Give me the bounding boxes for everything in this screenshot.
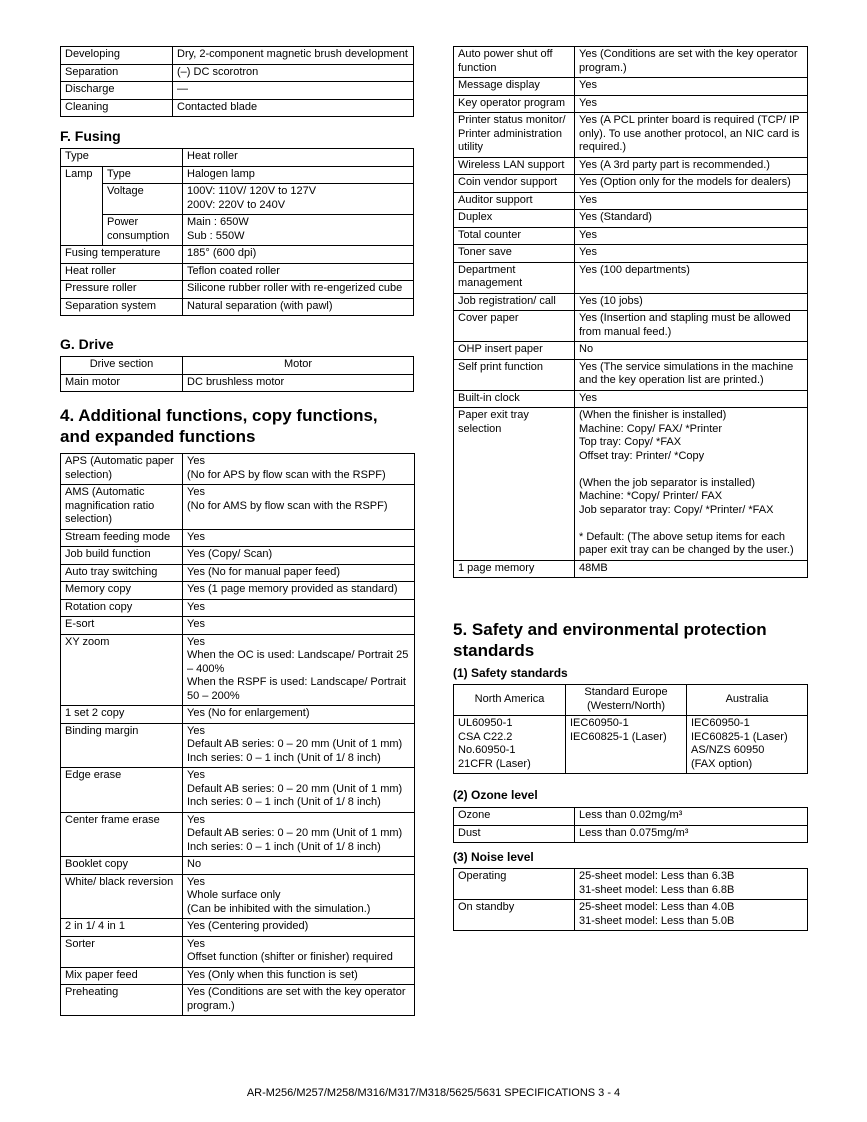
section4-heading: 4. Additional functions, copy functions, and expanded functions xyxy=(60,406,378,446)
row-label: 1 set 2 copy xyxy=(61,706,183,724)
row-label: Paper exit tray selection xyxy=(454,408,575,561)
standby-value: 25-sheet model: Less than 4.0B 31-sheet model: Less than 5.0B xyxy=(575,900,808,931)
row-value: Yes (Centering provided) xyxy=(183,919,415,937)
safety-heading: (1) Safety standards xyxy=(453,666,568,680)
row-label: Message display xyxy=(454,78,575,96)
table-row xyxy=(61,582,415,600)
north-america-header: North America xyxy=(454,685,566,716)
row-label: Sorter xyxy=(61,936,183,967)
row-label: Cleaning xyxy=(61,99,173,117)
row-label: Edge erase xyxy=(61,768,183,813)
row-value: Yes (No for AMS by flow scan with the RSPF) xyxy=(183,485,415,530)
table-row xyxy=(61,723,415,768)
row-value: Yes (10 jobs) xyxy=(575,293,808,311)
ozone-table xyxy=(453,807,808,843)
row-value: Yes (No for manual paper feed) xyxy=(183,564,415,582)
table-row xyxy=(454,293,808,311)
table-row xyxy=(454,113,808,158)
developing-table xyxy=(60,46,414,117)
table-row xyxy=(454,227,808,245)
motor-col-header: Motor xyxy=(183,357,414,375)
row-label: Cover paper xyxy=(454,311,575,342)
table-row xyxy=(454,245,808,263)
dust-label: Dust xyxy=(454,825,575,843)
table-row xyxy=(61,812,415,857)
table-row xyxy=(61,857,415,875)
row-label: Printer status monitor/ Printer administration utility xyxy=(454,113,575,158)
row-value: Contacted blade xyxy=(173,99,414,117)
row-label: Developing xyxy=(61,47,173,65)
row-value: (When the finisher is installed) Machine: Copy/ FAX/ *Printer Top tray: Copy/ *FAX Offset tray: Printer/ *Copy (When the job separator is installed) Machine: *Copy/ Printer/ FAX Job separator tray: Copy/ *Printer/ *FAX * Default: (The above setup items for each paper exit tray can be changed by the user.) xyxy=(575,408,808,561)
row-value: Yes (100 departments) xyxy=(575,262,808,293)
page-footer: AR-M256/M257/M258/M316/M317/M318/5625/5631 SPECIFICATIONS 3 - 4 xyxy=(246,1087,621,1099)
row-value: Dry, 2-component magnetic brush development xyxy=(173,47,414,65)
table-row xyxy=(61,564,415,582)
row-label: Self print function xyxy=(454,359,575,390)
table-row xyxy=(454,900,808,931)
functions-table xyxy=(60,453,415,1016)
row-label: Mix paper feed xyxy=(61,967,183,985)
row-label: Booklet copy xyxy=(61,857,183,875)
table-row xyxy=(454,716,808,774)
row-label: Built-in clock xyxy=(454,390,575,408)
row-label: 1 page memory xyxy=(454,560,575,578)
voltage-value: 100V: 110V/ 120V to 127V 200V: 220V to 240V xyxy=(183,184,414,215)
standby-label: On standby xyxy=(454,900,575,931)
row-value: Yes xyxy=(183,617,415,635)
table-row xyxy=(454,210,808,228)
row-label: Separation xyxy=(61,64,173,82)
table-row xyxy=(61,47,414,65)
row-label: Toner save xyxy=(454,245,575,263)
temp-value: 185° (600 dpi) xyxy=(183,246,414,264)
fusing-table xyxy=(60,148,414,316)
table-row xyxy=(61,529,415,547)
table-row xyxy=(454,192,808,210)
table-row xyxy=(454,78,808,96)
row-value: 48MB xyxy=(575,560,808,578)
drive-col-header: Drive section xyxy=(61,357,183,375)
row-value: Yes Default AB series: 0 – 20 mm (Unit of 1 mm) Inch series: 0 – 1 inch (Unit of 1/ 8 inch) xyxy=(183,812,415,857)
table-row xyxy=(61,936,415,967)
row-label: Memory copy xyxy=(61,582,183,600)
table-row xyxy=(61,706,415,724)
table-row xyxy=(61,64,414,82)
row-value: Yes Offset function (shifter or finisher) required xyxy=(183,936,415,967)
row-value: (–) DC scorotron xyxy=(173,64,414,82)
drive-heading: G. Drive xyxy=(60,336,114,352)
table-row xyxy=(61,149,414,167)
row-value: No xyxy=(575,342,808,360)
separation-system-label: Separation system xyxy=(61,298,183,316)
europe-header: Standard Europe (Western/North) xyxy=(566,685,687,716)
row-label: XY zoom xyxy=(61,634,183,706)
functions-table-continued xyxy=(453,46,808,578)
operating-label: Operating xyxy=(454,869,575,900)
row-value: Yes When the OC is used: Landscape/ Portrait 25 – 400% When the RSPF is used: Landscape/ Portrait 50 – 200% xyxy=(183,634,415,706)
row-label: Job build function xyxy=(61,547,183,565)
table-row xyxy=(61,374,414,392)
row-value: Yes (No for APS by flow scan with the RSPF) xyxy=(183,454,415,485)
table-row xyxy=(61,281,414,299)
lamp-type-value: Halogen lamp xyxy=(183,166,414,184)
row-label: Total counter xyxy=(454,227,575,245)
row-value: Yes (The service simulations in the machine and the key operation list are printed.) xyxy=(575,359,808,390)
row-value: Yes (Standard) xyxy=(575,210,808,228)
table-row xyxy=(454,560,808,578)
row-value: Yes (Only when this function is set) xyxy=(183,967,415,985)
row-label: Preheating xyxy=(61,985,183,1016)
row-label: Department management xyxy=(454,262,575,293)
row-label: OHP insert paper xyxy=(454,342,575,360)
lamp-type-label: Type xyxy=(103,166,183,184)
safety-table xyxy=(453,684,808,774)
table-row xyxy=(61,298,414,316)
row-label: Center frame erase xyxy=(61,812,183,857)
row-value: Yes (Conditions are set with the key operator program.) xyxy=(183,985,415,1016)
fusing-type-label: Type xyxy=(61,149,183,167)
table-row xyxy=(61,599,415,617)
row-label: White/ black reversion xyxy=(61,874,183,919)
table-row xyxy=(454,808,808,826)
row-label: Job registration/ call xyxy=(454,293,575,311)
table-row xyxy=(61,454,415,485)
power-value: Main : 650W Sub : 550W xyxy=(183,215,414,246)
table-row xyxy=(454,685,808,716)
australia-header: Australia xyxy=(687,685,808,716)
table-row xyxy=(61,184,414,215)
row-value: No xyxy=(183,857,415,875)
fusing-heading: F. Fusing xyxy=(60,128,121,144)
row-value: Yes xyxy=(575,245,808,263)
section5-heading: 5. Safety and environmental protection standards xyxy=(453,620,767,660)
row-value: Yes Default AB series: 0 – 20 mm (Unit of 1 mm) Inch series: 0 – 1 inch (Unit of 1/ 8 inch) xyxy=(183,768,415,813)
drive-table xyxy=(60,356,414,392)
row-value: Yes Whole surface only (Can be inhibited with the simulation.) xyxy=(183,874,415,919)
lamp-label: Lamp xyxy=(61,166,103,246)
fusing-type-value: Heat roller xyxy=(183,149,414,167)
row-label: 2 in 1/ 4 in 1 xyxy=(61,919,183,937)
ozone-label: Ozone xyxy=(454,808,575,826)
noise-table xyxy=(453,868,808,931)
table-row xyxy=(61,547,415,565)
row-label: Coin vendor support xyxy=(454,175,575,193)
row-label: Key operator program xyxy=(454,95,575,113)
ozone-value: Less than 0.02mg/m³ xyxy=(575,808,808,826)
row-value: Yes (No for enlargement) xyxy=(183,706,415,724)
north-america-standards: UL60950-1 CSA C22.2 No.60950-1 21CFR (Laser) xyxy=(454,716,566,774)
row-value: Yes (1 page memory provided as standard) xyxy=(183,582,415,600)
dust-value: Less than 0.075mg/m³ xyxy=(575,825,808,843)
table-row xyxy=(61,357,414,375)
table-row xyxy=(61,919,415,937)
table-row xyxy=(61,967,415,985)
table-row xyxy=(61,985,415,1016)
table-row xyxy=(454,408,808,561)
row-value: Yes (A 3rd party part is recommended.) xyxy=(575,157,808,175)
table-row xyxy=(454,95,808,113)
table-row xyxy=(454,342,808,360)
row-label: Auto tray switching xyxy=(61,564,183,582)
row-value: Yes (Insertion and stapling must be allowed from manual feed.) xyxy=(575,311,808,342)
ozone-heading: (2) Ozone level xyxy=(453,788,538,802)
table-row xyxy=(61,263,414,281)
row-label: Auto power shut off function xyxy=(454,47,575,78)
row-label: Wireless LAN support xyxy=(454,157,575,175)
main-motor-value: DC brushless motor xyxy=(183,374,414,392)
row-label: Auditor support xyxy=(454,192,575,210)
voltage-label: Voltage xyxy=(103,184,183,215)
table-row xyxy=(454,175,808,193)
europe-standards: IEC60950-1 IEC60825-1 (Laser) xyxy=(566,716,687,774)
row-value: Yes xyxy=(575,390,808,408)
table-row xyxy=(454,390,808,408)
pressure-roller-value: Silicone rubber roller with re-engerized cube xyxy=(183,281,414,299)
row-value: Yes xyxy=(183,599,415,617)
row-value: Yes (A PCL printer board is required (TCP/ IP only). To use another protocol, an NIC card is required.) xyxy=(575,113,808,158)
table-row xyxy=(61,99,414,117)
table-row xyxy=(454,311,808,342)
row-label: APS (Automatic paper selection) xyxy=(61,454,183,485)
table-row xyxy=(61,246,414,264)
table-row xyxy=(454,359,808,390)
table-row xyxy=(454,262,808,293)
table-row xyxy=(61,634,415,706)
row-label: E-sort xyxy=(61,617,183,635)
row-label: Discharge xyxy=(61,82,173,100)
table-row xyxy=(61,768,415,813)
row-value: Yes xyxy=(575,227,808,245)
row-label: AMS (Automatic magnification ratio selection) xyxy=(61,485,183,530)
row-value: Yes Default AB series: 0 – 20 mm (Unit of 1 mm) Inch series: 0 – 1 inch (Unit of 1/ 8 inch) xyxy=(183,723,415,768)
heat-roller-value: Teflon coated roller xyxy=(183,263,414,281)
row-value: Yes (Conditions are set with the key operator program.) xyxy=(575,47,808,78)
row-label: Duplex xyxy=(454,210,575,228)
row-value: Yes xyxy=(183,529,415,547)
row-label: Binding margin xyxy=(61,723,183,768)
separation-system-value: Natural separation (with pawl) xyxy=(183,298,414,316)
table-row xyxy=(454,825,808,843)
pressure-roller-label: Pressure roller xyxy=(61,281,183,299)
noise-heading: (3) Noise level xyxy=(453,850,534,864)
operating-value: 25-sheet model: Less than 6.3B 31-sheet model: Less than 6.8B xyxy=(575,869,808,900)
table-row xyxy=(61,166,414,184)
row-value: — xyxy=(173,82,414,100)
table-row xyxy=(61,82,414,100)
heat-roller-label: Heat roller xyxy=(61,263,183,281)
table-row xyxy=(454,869,808,900)
row-label: Rotation copy xyxy=(61,599,183,617)
table-row xyxy=(61,215,414,246)
table-row xyxy=(454,157,808,175)
row-value: Yes xyxy=(575,95,808,113)
table-row xyxy=(61,485,415,530)
row-value: Yes (Option only for the models for dealers) xyxy=(575,175,808,193)
main-motor-label: Main motor xyxy=(61,374,183,392)
table-row xyxy=(61,874,415,919)
table-row xyxy=(454,47,808,78)
temp-label: Fusing temperature xyxy=(61,246,183,264)
row-value: Yes xyxy=(575,78,808,96)
australia-standards: IEC60950-1 IEC60825-1 (Laser) AS/NZS 60950 (FAX option) xyxy=(687,716,808,774)
row-value: Yes xyxy=(575,192,808,210)
row-label: Stream feeding mode xyxy=(61,529,183,547)
table-row xyxy=(61,617,415,635)
power-label: Power consumption xyxy=(103,215,183,246)
row-value: Yes (Copy/ Scan) xyxy=(183,547,415,565)
